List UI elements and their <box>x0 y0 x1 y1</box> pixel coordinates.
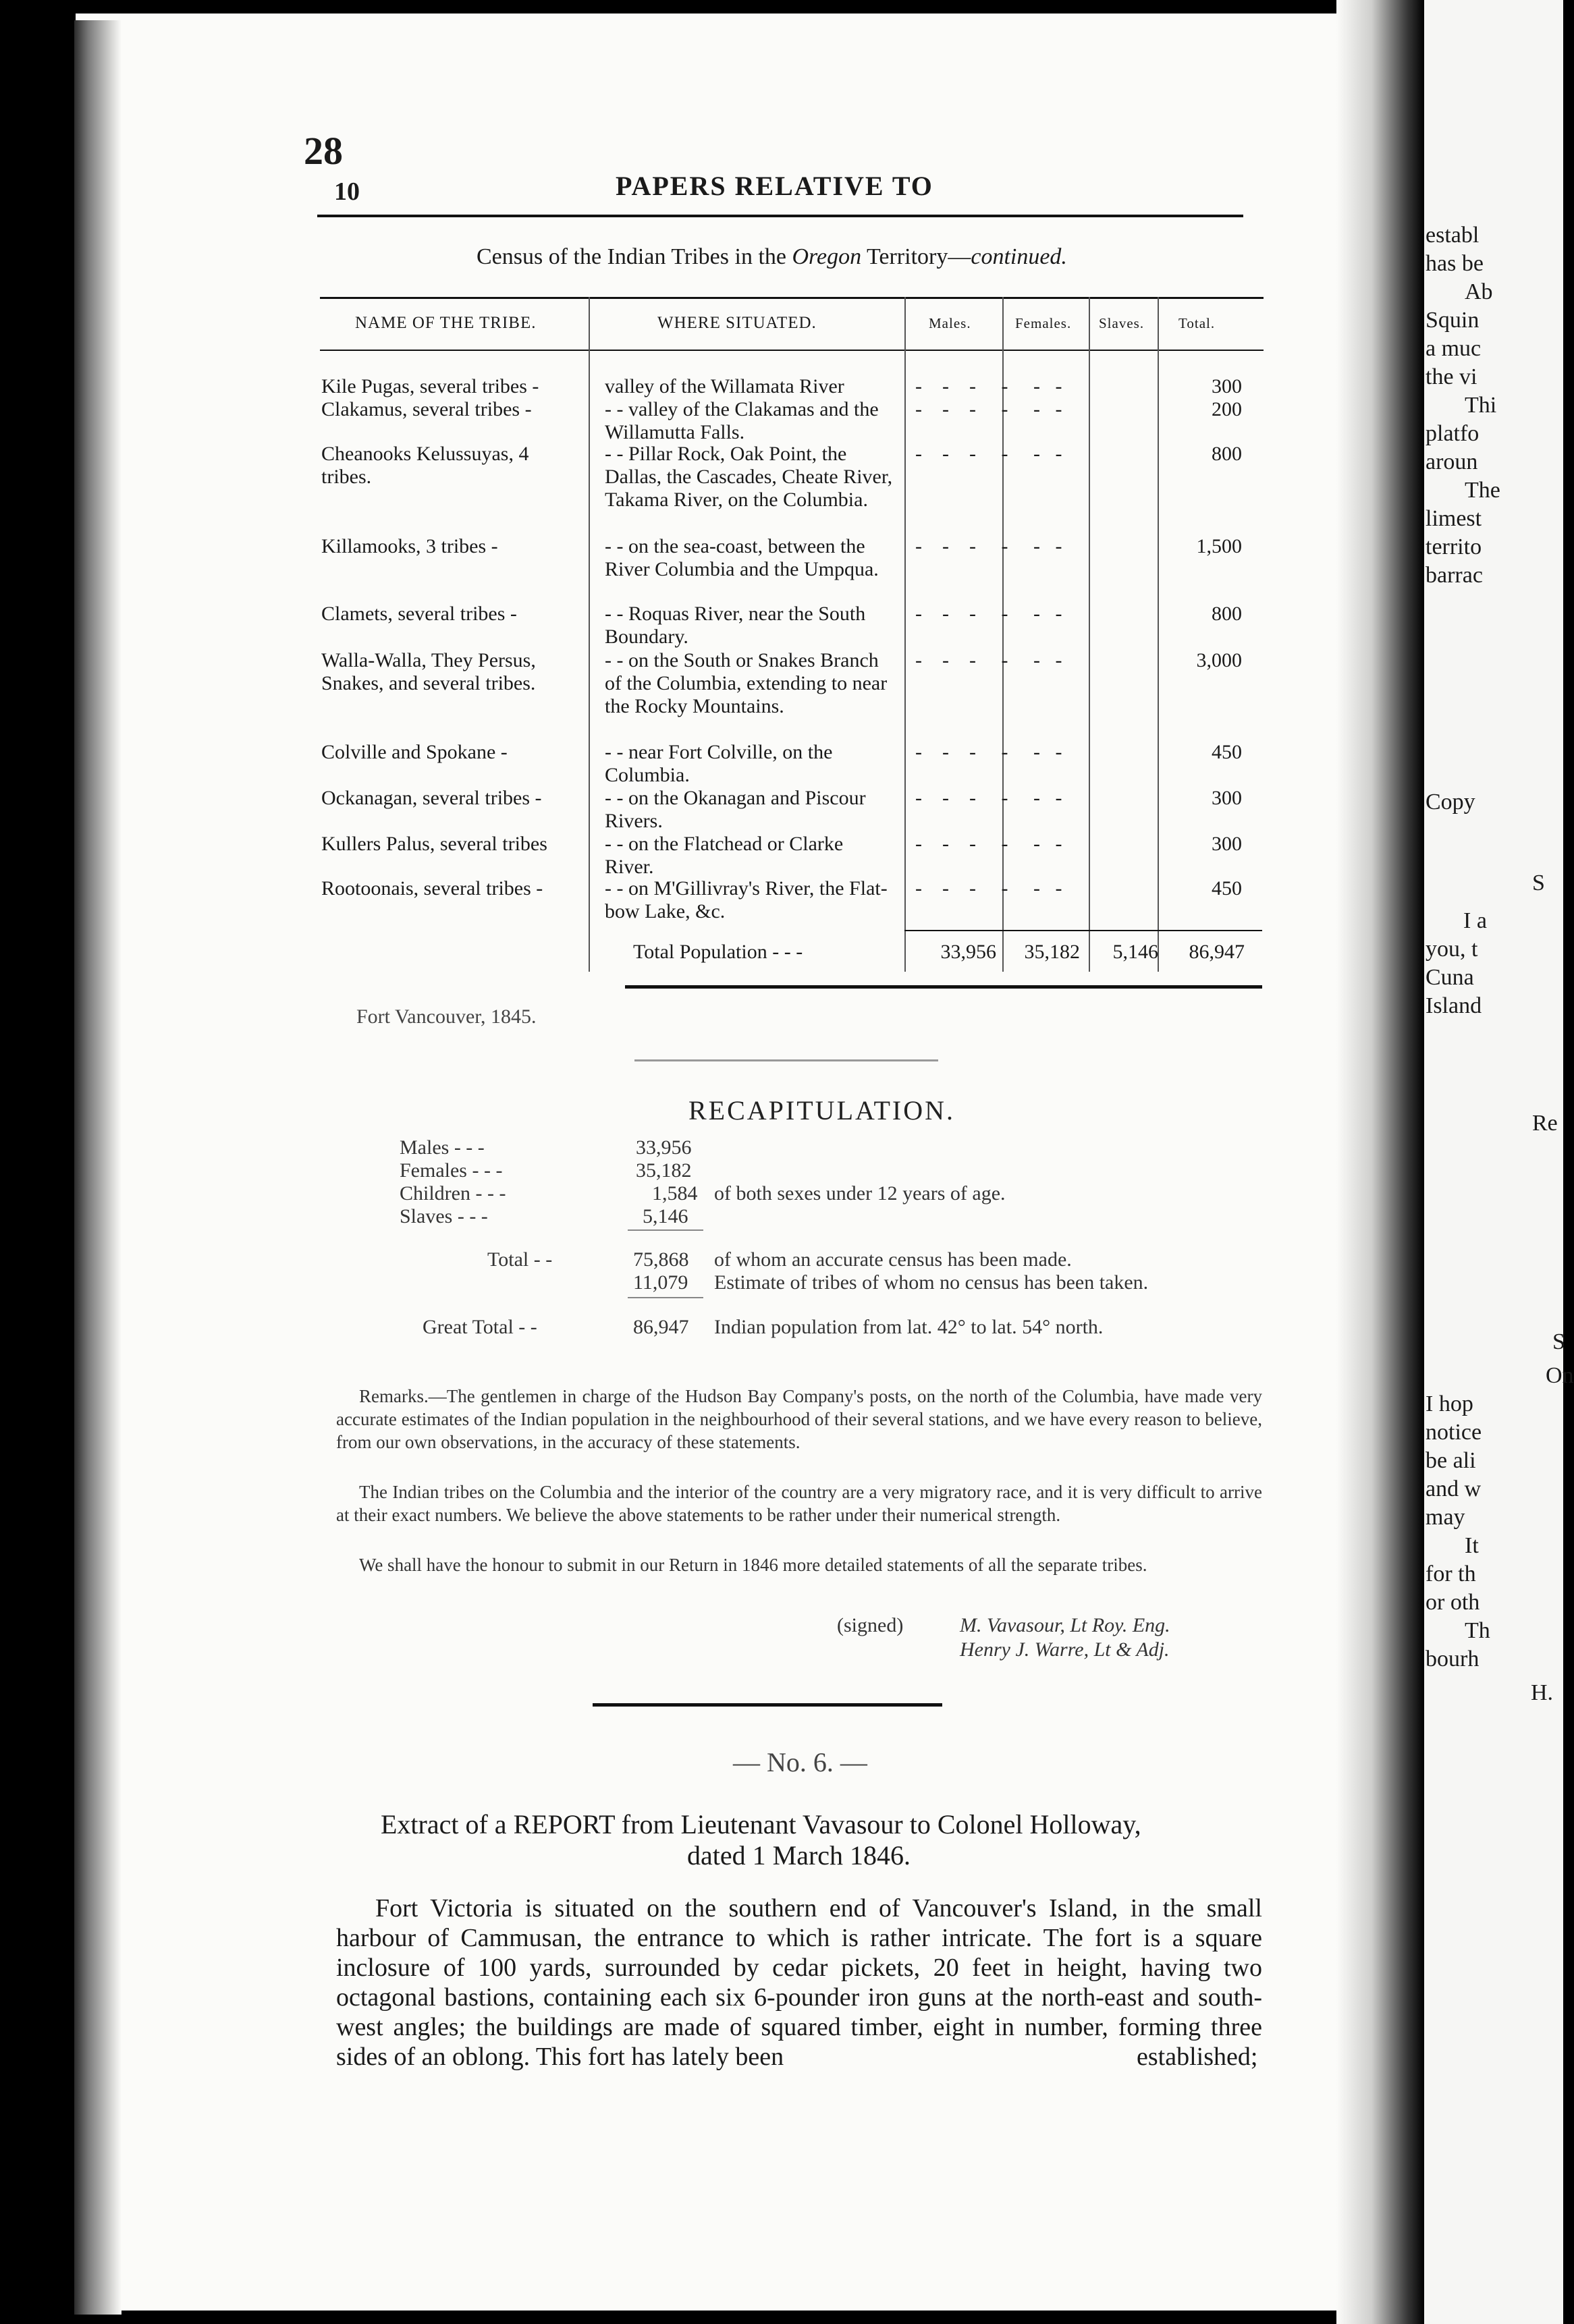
caption-suffix: Territory— <box>867 244 971 269</box>
recap-label-females: Females - - - <box>400 1159 503 1182</box>
right-fragment: be ali <box>1426 1448 1476 1473</box>
right-fragment: platfo <box>1426 421 1480 446</box>
remarks-paragraph-1: Remarks.—The gentlemen in charge of the Hudson Bay Company's posts, on the north of the Columbia, have made very accurate estimates of the Indian population in the neighbourhood of their several stations, and we have every reason to believe, from our own observations, in the accuracy of these statements. <box>336 1386 1262 1452</box>
recap-label-slaves: Slaves - - - <box>400 1205 488 1227</box>
recap-note-children: of both sexes under 12 years of age. <box>714 1182 1006 1205</box>
section-divider <box>634 1059 938 1061</box>
right-fragment: Cuna <box>1426 965 1474 990</box>
right-fragment: notice <box>1426 1420 1482 1445</box>
row-3-total: 800 <box>1212 443 1242 465</box>
caption-continued: continued. <box>971 244 1067 269</box>
right-fragment: or oth <box>1426 1590 1480 1615</box>
right-fragment: for th <box>1426 1561 1476 1586</box>
right-fragment: I hop <box>1426 1391 1473 1416</box>
right-fragment: territo <box>1426 534 1482 559</box>
row-9-where: - - on the Flatchead or Clarke River. <box>605 833 844 878</box>
page-number: 28 <box>304 129 343 173</box>
row-10-dashes: - - - - - - <box>915 877 1062 900</box>
row-3-where: - - Pillar Rock, Oak Point, the Dallas, the Cascades, Cheate River, Takama River, on the Columbia. <box>605 443 893 511</box>
row-1-name: Kile Pugas, several tribes - <box>321 375 539 397</box>
row-10-total: 450 <box>1212 877 1242 900</box>
right-fragment: you, t <box>1426 937 1478 962</box>
row-5-name: Clamets, several tribes - <box>321 603 517 625</box>
right-fragment: may <box>1426 1505 1465 1530</box>
recap-sum-rule <box>628 1229 703 1231</box>
signed-label: (signed) <box>837 1614 904 1636</box>
right-fragment: H. <box>1531 1680 1554 1705</box>
row-10-name: Rootoonais, several tribes - <box>321 877 543 900</box>
row-8-total: 300 <box>1212 787 1242 809</box>
row-2-dashes: - - - - - - <box>915 398 1062 420</box>
row-6-where: - - on the South or Snakes Branch of the Columbia, extending to near the Rocky Mountains. <box>605 649 888 717</box>
header-rule <box>317 215 1243 217</box>
right-fragment: a muc <box>1426 336 1482 361</box>
right-fragment: S <box>1532 870 1545 895</box>
signature-number: 10 <box>334 177 360 206</box>
total-males: 33,956 <box>940 941 996 963</box>
row-2-where: - - valley of the Clakamas and the Willamutta Falls. <box>605 398 879 443</box>
right-fragment: On <box>1546 1363 1574 1388</box>
row-1-dashes: - - - - - - <box>915 375 1062 397</box>
row-6-total: 3,000 <box>1196 649 1242 671</box>
page-gutter <box>1336 0 1424 2324</box>
total-label: Total Population - - - <box>633 941 803 963</box>
right-fragment: aroun <box>1426 449 1478 474</box>
right-fragment: Thi <box>1465 393 1497 418</box>
book-spine <box>74 20 121 2315</box>
row-9-total: 300 <box>1212 833 1242 855</box>
census-caption <box>477 244 1067 270</box>
row-1-total: 300 <box>1212 375 1242 397</box>
recap-grand-label: Great Total - - <box>423 1316 537 1338</box>
row-8-dashes: - - - - - - <box>915 787 1062 809</box>
right-fragment: limest <box>1426 506 1482 531</box>
recap-grand-rule <box>628 1297 703 1298</box>
row-7-total: 450 <box>1212 741 1242 763</box>
row-4-dashes: - - - - - - <box>915 535 1062 557</box>
right-fragment: Ab <box>1465 279 1493 304</box>
recap-title: RECAPITULATION. <box>688 1095 955 1126</box>
remarks-paragraph-3: We shall have the honour to submit in our Return in 1846 more detailed statements of all the separate tribes. <box>359 1555 1147 1575</box>
catchword: established; <box>1137 2043 1258 2071</box>
row-4-name: Killamooks, 3 tribes - <box>321 535 498 557</box>
row-3-dashes: - - - - - - <box>915 443 1062 465</box>
row-2-total: 200 <box>1212 398 1242 420</box>
right-fragment: and w <box>1426 1476 1482 1501</box>
header-females: Females. <box>1015 315 1072 331</box>
right-fragment: It <box>1465 1533 1479 1558</box>
recap-grand-note: Indian population from lat. 42° to lat. 54° north. <box>714 1316 1104 1338</box>
right-fragment: I a <box>1463 908 1487 933</box>
row-8-where: - - on the Okanagan and Piscour Rivers. <box>605 787 866 832</box>
section-title-line-1: Extract of a REPORT from Lieutenant Vavasour to Colonel Holloway, <box>381 1809 1141 1839</box>
row-4-where: - - on the sea-coast, between the River Columbia and the Umpqua. <box>605 535 879 580</box>
row-6-dashes: - - - - - - <box>915 649 1062 671</box>
recap-value-males: 33,956 <box>636 1136 692 1159</box>
row-5-total: 800 <box>1212 603 1242 625</box>
recap-value-slaves: 5,146 <box>643 1205 688 1227</box>
recap-total-note: of whom an accurate census has been made. <box>714 1248 1072 1271</box>
row-8-name: Ockanagan, several tribes - <box>321 787 542 809</box>
right-fragment: The <box>1465 478 1500 503</box>
right-fragment: Squin <box>1426 308 1480 333</box>
total-slaves: 5,146 <box>1112 941 1158 963</box>
section-number: — No. 6. — <box>733 1747 867 1777</box>
row-9-dashes: - - - - - - <box>915 833 1062 855</box>
row-10-where: - - on M'Gillivray's River, the Flat-bow Lake, &c. <box>605 877 888 922</box>
total-females: 35,182 <box>1024 941 1080 963</box>
recap-label-males: Males - - - <box>400 1136 485 1159</box>
signer-warre: Henry J. Warre, Lt & Adj. <box>960 1638 1170 1661</box>
header-total: Total. <box>1178 315 1216 331</box>
recap-total-value: 75,868 <box>633 1248 689 1271</box>
caption-prefix: Census of the Indian Tribes in the <box>477 244 786 269</box>
total-rule-top <box>904 930 1262 931</box>
header-slaves: Slaves. <box>1099 315 1145 331</box>
recap-grand-value: 86,947 <box>633 1316 689 1338</box>
row-7-dashes: - - - - - - <box>915 741 1062 763</box>
row-4-total: 1,500 <box>1196 535 1242 557</box>
total-total: 86,947 <box>1189 941 1245 963</box>
header-where: WHERE SITUATED. <box>657 314 817 332</box>
section-body: Fort Victoria is situated on the southern end of Vancouver's Island, in the small harbour of Cammusan, the entrance to which is rather intricate. The fort is a square inclosure of 100 yards, surrounded by cedar pickets, 20 feet in height, having two octagonal bastions, containing each six 6-pounder iron guns at the north-east and south-west angles; the buildings are made of squared timber, eight in number, forming three sides of an oblong. This fort has lately been <box>336 1894 1262 2071</box>
row-1-where: valley of the Willamata River <box>605 375 844 397</box>
recap-total-label: Total - - <box>487 1248 553 1271</box>
row-5-where: - - Roquas River, near the South Boundary. <box>605 603 866 648</box>
right-fragment: Copy <box>1426 790 1475 814</box>
right-fragment: S <box>1552 1329 1565 1354</box>
right-fragment: establ <box>1426 223 1480 248</box>
right-fragment: barrac <box>1426 563 1483 588</box>
header-males: Males. <box>929 315 971 331</box>
recap-value-children: 1,584 <box>652 1182 698 1205</box>
right-fragment: Re <box>1532 1111 1558 1136</box>
place-date: Fort Vancouver, 1845. <box>356 1005 537 1028</box>
recap-estimate-note: Estimate of tribes of whom no census has been taken. <box>714 1271 1149 1294</box>
recap-value-females: 35,182 <box>636 1159 692 1182</box>
row-9-name: Kullers Palus, several tribes <box>321 833 547 855</box>
recap-estimate-value: 11,079 <box>633 1271 688 1294</box>
section-title-line-2: dated 1 March 1846. <box>687 1840 911 1871</box>
right-fragment: the vi <box>1426 364 1477 389</box>
row-7-where: - - near Fort Colville, on the Columbia. <box>605 741 833 786</box>
header-name: NAME OF THE TRIBE. <box>355 314 537 332</box>
right-fragment: Island <box>1426 993 1482 1018</box>
signer-vavasour: M. Vavasour, Lt Roy. Eng. <box>960 1614 1170 1636</box>
col-divider-name <box>589 297 590 972</box>
row-6-name: Walla-Walla, They Persus, Snakes, and several tribes. <box>321 649 536 694</box>
row-7-name: Colville and Spokane - <box>321 741 508 763</box>
recap-label-children: Children - - - <box>400 1182 506 1205</box>
remarks-paragraph-2: The Indian tribes on the Columbia and the interior of the country are a very migratory race, and it is very difficult to arrive at their exact numbers. We believe the above statements to be rather under their numerical strength. <box>336 1482 1262 1525</box>
col-divider-females <box>1089 297 1090 972</box>
right-fragment: has be <box>1426 251 1484 276</box>
col-divider-where <box>904 297 906 972</box>
total-rule-bottom <box>625 985 1262 989</box>
row-2-name: Clakamus, several tribes - <box>321 398 532 420</box>
row-3-name: Cheanooks Kelussuyas, 4 tribes. <box>321 443 529 488</box>
caption-oregon: Oregon <box>792 244 862 269</box>
right-fragment: Th <box>1465 1618 1490 1643</box>
closing-rule <box>593 1703 942 1707</box>
right-fragment: bourh <box>1426 1647 1480 1671</box>
table-header-rule <box>320 350 1264 351</box>
row-5-dashes: - - - - - - <box>915 603 1062 625</box>
running-head: PAPERS RELATIVE TO <box>616 171 933 201</box>
table-top-rule <box>320 297 1264 299</box>
